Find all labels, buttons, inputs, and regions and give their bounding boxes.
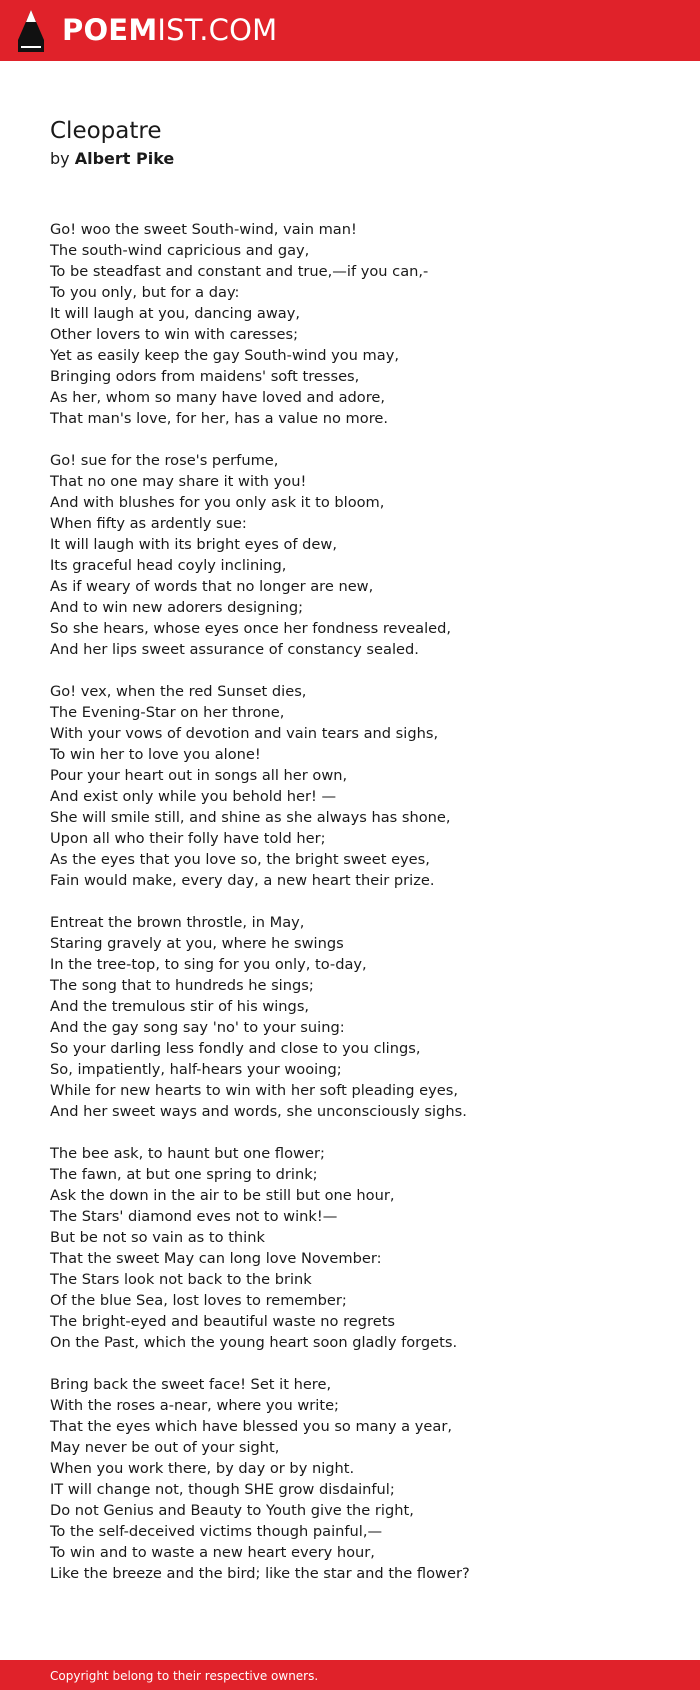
poem-line: When you work there, by day or by night. [50, 1460, 355, 1477]
poem-line: May never be out of your sight, [50, 1439, 280, 1456]
poem-stanza [50, 681, 670, 891]
poem-line: So she hears, whose eyes once her fondness revealed, [50, 620, 452, 637]
poem-stanza [50, 1374, 670, 1584]
poem-line: And to win new adorers designing; [50, 599, 304, 616]
poem-line: To the self-deceived victims though painful,— [50, 1523, 383, 1540]
poem-line: With the roses a-near, where you write; [50, 1397, 339, 1414]
poem-line: Go! sue for the rose's perfume, [50, 452, 279, 469]
poem-stanza [50, 912, 670, 1122]
poem-line: Do not Genius and Beauty to Youth give the right, [50, 1502, 414, 1519]
brand-name-light: IST.COM [157, 13, 278, 47]
poem-stanza [50, 1143, 670, 1353]
poem-line: On the Past, which the young heart soon gladly forgets. [50, 1334, 458, 1351]
poem-line: Bring back the sweet face! Set it here, [50, 1376, 332, 1393]
poem-line: To be steadfast and constant and true,—if you can,- [50, 263, 429, 280]
poem-line: And with blushes for you only ask it to bloom, [50, 494, 385, 511]
poem-line: That man's love, for her, has a value no more. [50, 410, 388, 427]
poem-line: Upon all who their folly have told her; [50, 830, 326, 847]
poem-line: The Stars look not back to the brink [50, 1271, 312, 1288]
poem-line: Fain would make, every day, a new heart their prize. [50, 872, 435, 889]
poem-line: That no one may share it with you! [50, 473, 307, 490]
poem-line: And the gay song say 'no' to your suing: [50, 1019, 345, 1036]
poem-body [50, 219, 670, 1605]
poem-title: Cleopatre [50, 118, 162, 144]
poem-line: IT will change not, though SHE grow disdainful; [50, 1481, 395, 1498]
poem-line: While for new hearts to win with her soft pleading eyes, [50, 1082, 459, 1099]
site-header [0, 0, 700, 61]
by-label: by [50, 149, 70, 168]
poem-line: Other lovers to win with caresses; [50, 326, 299, 343]
poem-line: It will laugh at you, dancing away, [50, 305, 300, 322]
poem-line: And exist only while you behold her! — [50, 788, 337, 805]
poem-line: Pour your heart out in songs all her own, [50, 767, 348, 784]
poem-line: So your darling less fondly and close to you clings, [50, 1040, 421, 1057]
poem-line: So, impatiently, half-hears your wooing; [50, 1061, 342, 1078]
site-logo[interactable] [62, 13, 277, 47]
poem-line: The Stars' diamond eves not to wink!— [50, 1208, 338, 1225]
poem-line: In the tree-top, to sing for you only, to-day, [50, 956, 367, 973]
poem-line: As her, whom so many have loved and adore, [50, 389, 386, 406]
poem-line: And her lips sweet assurance of constancy sealed. [50, 641, 419, 658]
poem-line: Its graceful head coyly inclining, [50, 557, 287, 574]
poem-stanza [50, 450, 670, 660]
poem-line: Bringing odors from maidens' soft tresses, [50, 368, 360, 385]
site-footer [0, 1660, 700, 1690]
poem-line: To win and to waste a new heart every hour, [50, 1544, 375, 1561]
poem-line: And her sweet ways and words, she unconsciously sighs. [50, 1103, 467, 1120]
poem-line: Go! vex, when the red Sunset dies, [50, 683, 307, 700]
poem-line: The bee ask, to haunt but one flower; [50, 1145, 325, 1162]
poem-line: And the tremulous stir of his wings, [50, 998, 310, 1015]
pencil-tip-icon[interactable] [18, 10, 44, 52]
poem-line: That the sweet May can long love November: [50, 1250, 382, 1267]
poem-line: It will laugh with its bright eyes of dew, [50, 536, 337, 553]
copyright-text: Copyright belong to their respective owners. [50, 1669, 319, 1683]
poem-line: But be not so vain as to think [50, 1229, 265, 1246]
poem-line: Entreat the brown throstle, in May, [50, 914, 305, 931]
author-name[interactable]: Albert Pike [74, 149, 175, 168]
poem-line: As if weary of words that no longer are new, [50, 578, 374, 595]
poem-stanza [50, 219, 670, 429]
poem-line: The bright-eyed and beautiful waste no regrets [50, 1313, 396, 1330]
poem-line: Like the breeze and the bird; like the star and the flower? [50, 1565, 470, 1582]
poem-line: Go! woo the sweet South-wind, vain man! [50, 221, 357, 238]
poem-line: That the eyes which have blessed you so many a year, [50, 1418, 452, 1435]
poem-line: Yet as easily keep the gay South-wind you may, [50, 347, 399, 364]
poem-line: The song that to hundreds he sings; [50, 977, 314, 994]
poem-line: Of the blue Sea, lost loves to remember; [50, 1292, 347, 1309]
poem-line: The Evening-Star on her throne, [50, 704, 285, 721]
poem-line: When fifty as ardently sue: [50, 515, 247, 532]
poem-line: With your vows of devotion and vain tears and sighs, [50, 725, 439, 742]
poem-line: She will smile still, and shine as she always has shone, [50, 809, 451, 826]
poem-line: As the eyes that you love so, the bright sweet eyes, [50, 851, 430, 868]
poem-line: The south-wind capricious and gay, [50, 242, 310, 259]
poem-byline [50, 148, 174, 170]
poem-line: To win her to love you alone! [50, 746, 261, 763]
poem-line: To you only, but for a day: [50, 284, 240, 301]
poem-line: Staring gravely at you, where he swings [50, 935, 344, 952]
poem-line: The fawn, at but one spring to drink; [50, 1166, 318, 1183]
brand-name-bold: POEM [62, 13, 158, 47]
poem-line: Ask the down in the air to be still but one hour, [50, 1187, 395, 1204]
